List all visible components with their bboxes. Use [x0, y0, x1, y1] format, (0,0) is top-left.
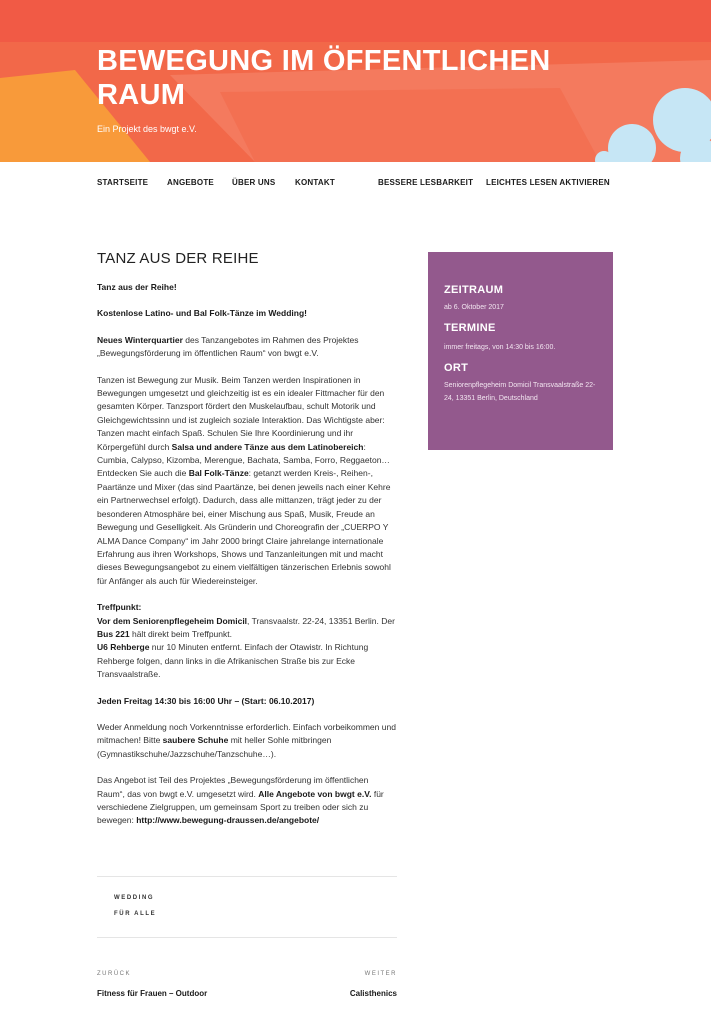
post-article	[97, 250, 397, 841]
next-post-label: WEITER	[364, 971, 397, 977]
bold-text: Neues Winterquartier	[97, 334, 183, 345]
text: nur 10 Minuten entfernt. Einfach der Otawistr. In Richtung Rehberge folgen, dann links in die Afrikanischen Straße bis zur Ecke Transvaalstraße.	[97, 642, 369, 680]
termine-heading: TERMINE	[444, 322, 496, 334]
zeitraum-text: ab 6. Oktober 2017	[444, 304, 504, 311]
site-description: Ein Projekt des bwgt e.V.	[97, 124, 197, 134]
text: mit heller Sohle mitbringen (Gymnastikschuhe/Jazzschuhe/Tanzschuhe…).	[97, 735, 332, 759]
nav-item-ueber-uns[interactable]: ÜBER UNS	[232, 178, 276, 187]
ort-text: Seniorenpflegeheim Domicil Transvaalstraße 22-24, 13351 Berlin, Deutschland	[444, 382, 596, 402]
post-content	[97, 281, 397, 828]
site-title[interactable]: BEWEGUNG IM ÖFFENTLICHEN RAUM	[97, 45, 551, 111]
text: Weder Anmeldung noch Vorkenntnisse erforderlich. Einfach vorbeikommen und mitmachen! Bitte	[97, 721, 396, 746]
text: für verschiedene Zielgruppen, um gemeinsam Sport zu treiben oder sich zu bewegen:	[97, 788, 384, 826]
text: Das Angebot ist Teil des Projektes „Bewegungsförderung im öffentlichen Raum“, das von bwgt e.V. umgesetzt wird.	[97, 775, 369, 799]
text: : Cumbia, Calypso, Kizomba, Merengue, Bachata, Samba, Forro, Reggaeton… Entdecken Sie auch die	[97, 441, 390, 479]
main-navigation	[0, 162, 711, 206]
termine-text: immer freitags, von 14:30 bis 16:00.	[444, 344, 556, 351]
nav-item-kontakt[interactable]: KONTAKT	[295, 178, 335, 187]
bold-text: Salsa und andere Tänze aus dem Latinobereich	[171, 441, 364, 452]
post-navigation	[97, 965, 397, 1005]
bold-text: Bal Folk-Tänze	[188, 468, 249, 479]
post-paragraph	[97, 374, 397, 589]
zeitraum-heading: ZEITRAUM	[444, 284, 504, 296]
text: : getanzt werden Kreis-, Reihen-, Paartänze und Mixer (das sind Paartänze, bei denen jeweils nach einer Kehre ein Partnerwechsel erfolgt). Dadurch, dass alle mittanzen, trägt jeder zu der besonderen Atmosphäre bei, einer Mischung aus Spaß, Musik, Freude an Bewegung und Geselligkeit. Als Gründerin und Choreografin der „CUERPO Y ALMA Dance Company“ im Jahr 2000 bringt Claire jahrelange internationale Erfahrung aus ihren Workshops, Shows und Tanzanleitungen mit und macht dieses Bewegungsangebot zu einem vielfältigen tänzerischen Erlebnis sowohl für Anfänger als auch für Wiedereinsteiger.	[97, 468, 391, 586]
nav-item-bessere-lesbarkeit[interactable]: BESSERE LESBARKEIT	[378, 178, 474, 187]
bold-text: Bus 221	[97, 628, 130, 639]
text: hält direkt beim Treffpunkt.	[129, 628, 232, 639]
post-paragraph	[97, 695, 397, 708]
nav-item-startseite[interactable]: STARTSEITE	[97, 178, 149, 187]
site-header	[0, 0, 711, 162]
next-post-link[interactable]: Calisthenics	[349, 989, 397, 998]
bold-text: Treffpunkt:	[97, 602, 142, 613]
event-info-widget	[428, 252, 613, 450]
post-paragraph	[97, 721, 397, 761]
nav-item-leichtes-lesen[interactable]: LEICHTES LESEN AKTIVIEREN	[486, 178, 610, 187]
post-title: TANZ AUS DER REIHE	[97, 250, 259, 267]
nav-item-angebote[interactable]: ANGEBOTE	[167, 178, 214, 187]
ort-heading: ORT	[444, 362, 469, 374]
post-subheading: Kostenlose Latino- und Bal Folk-Tänze im Wedding!	[97, 308, 307, 319]
post-intro-heading: Tanz aus der Reihe!	[97, 282, 177, 292]
post-paragraph-treffpunkt	[97, 601, 397, 681]
bold-text: saubere Schuhe	[162, 735, 229, 746]
post-paragraph	[97, 334, 397, 361]
tag-link[interactable]: WEDDING	[114, 895, 155, 901]
post-paragraph	[97, 307, 397, 320]
post-paragraph	[97, 281, 397, 294]
text: Tanzen ist Bewegung zur Musik. Beim Tanzen werden Inspirationen in Bewegungen umgesetzt und gleichzeitig ist es ein idealer Fittmacher für den gesamten Körper. Tanzsport fördert den Muskelaufbau, schult Motorik und Gleichgewichtssinn und ist zugleich soziale Interaktion. Das Wichtigste aber: Tanzen macht einfach Spaß. Schulen Sie Ihre Koordinierung und ihr Körpergefühl durch	[97, 374, 385, 452]
post-paragraph	[97, 774, 397, 828]
bold-text: Jeden Freitag 14:30 bis 16:00 Uhr – (Start: 06.10.2017)	[97, 695, 315, 706]
tag-link[interactable]: FÜR ALLE	[114, 911, 157, 917]
text: , Transvaalstr. 22-24, 13351 Berlin. Der	[247, 615, 395, 626]
bold-text: Vor dem Seniorenpflegeheim Domicil	[97, 615, 248, 626]
text: des Tanzangebotes im Rahmen des Projektes „Bewegungsförderung im öffentlichen Raum“ von bwgt e.V.	[97, 334, 359, 359]
post-tags	[97, 876, 397, 938]
bold-text: U6 Rehberge	[97, 642, 150, 653]
angebote-link[interactable]: http://www.bewegung-draussen.de/angebote/	[136, 815, 320, 826]
bold-text: Alle Angebote von bwgt e.V.	[258, 788, 372, 799]
prev-post-link[interactable]: Fitness für Frauen – Outdoor	[97, 989, 208, 998]
prev-post-label: ZURÜCK	[97, 971, 131, 977]
